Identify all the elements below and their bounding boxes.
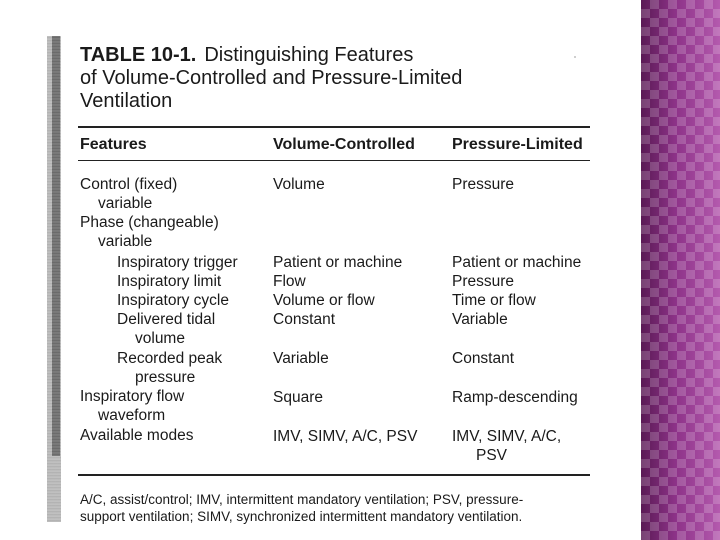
title-line-2: of Volume-Controlled and Pressure-Limited <box>80 67 463 89</box>
cell-tidal-pressure: Variable <box>452 311 508 328</box>
cell-control-fixed-pressure: Pressure <box>452 176 515 193</box>
row-recorded-peak: Recorded peak <box>117 350 223 367</box>
scan-edge-shadow <box>52 36 60 456</box>
row-inspiratory-cycle: Inspiratory cycle <box>117 292 229 309</box>
row-control-variable: variable <box>98 195 153 212</box>
row-available-modes: Available modes <box>80 427 194 444</box>
cell-tidal-volume: Constant <box>273 311 336 328</box>
header-pressure-limited: Pressure-Limited <box>452 136 583 153</box>
table-number: TABLE 10-1. <box>80 44 197 66</box>
cell-cycle-pressure: Time or flow <box>452 292 536 309</box>
cell-limit-pressure: Pressure <box>452 273 515 290</box>
cell-trigger-pressure: Patient or machine <box>452 254 582 271</box>
cell-modes-pressure-cont: PSV <box>476 447 508 464</box>
row-inspiratory-limit: Inspiratory limit <box>117 273 222 290</box>
row-delivered-tidal-cont: volume <box>135 330 185 347</box>
title-line-3: Ventilation <box>80 90 173 112</box>
cell-peak-volume: Variable <box>273 350 329 367</box>
cell-flow-volume: Square <box>273 389 323 406</box>
cell-trigger-volume: Patient or machine <box>273 254 403 271</box>
cell-limit-volume: Flow <box>273 273 306 290</box>
cell-flow-pressure: Ramp-descending <box>452 389 578 406</box>
row-delivered-tidal: Delivered tidal <box>117 311 216 328</box>
row-inspiratory-trigger: Inspiratory trigger <box>117 254 238 271</box>
table-bottom-rule <box>78 474 590 476</box>
table-sheet <box>62 34 602 534</box>
title-text-1: Distinguishing Features <box>204 44 414 66</box>
header-features: Features <box>80 136 147 153</box>
row-inspiratory-flow: Inspiratory flow <box>80 388 185 405</box>
decorative-side-panel <box>641 0 720 540</box>
cell-modes-pressure: IMV, SIMV, A/C, <box>452 428 562 445</box>
footnote-line-2: support ventilation; SIMV, synchronized intermittent mandatory ventilation. <box>80 509 523 524</box>
title-line-1 <box>80 44 580 67</box>
row-control-fixed: Control (fixed) <box>80 176 178 193</box>
table-footnote <box>80 491 590 525</box>
cell-peak-pressure: Constant <box>452 350 515 367</box>
row-inspiratory-flow-cont: waveform <box>98 407 166 424</box>
cell-cycle-volume: Volume or flow <box>273 292 375 309</box>
row-phase: Phase (changeable) <box>80 214 219 231</box>
cell-modes-volume: IMV, SIMV, A/C, PSV <box>273 428 418 445</box>
header-top-rule <box>78 126 590 128</box>
row-recorded-peak-cont: pressure <box>135 369 196 386</box>
row-phase-variable: variable <box>98 233 153 250</box>
header-volume-controlled: Volume-Controlled <box>273 136 415 153</box>
cell-control-fixed-volume: Volume <box>273 176 325 193</box>
header-bottom-rule <box>78 160 590 161</box>
table-title <box>80 44 580 113</box>
footnote-line-1: A/C, assist/control; IMV, intermittent mandatory ventilation; PSV, pressure- <box>80 492 524 507</box>
